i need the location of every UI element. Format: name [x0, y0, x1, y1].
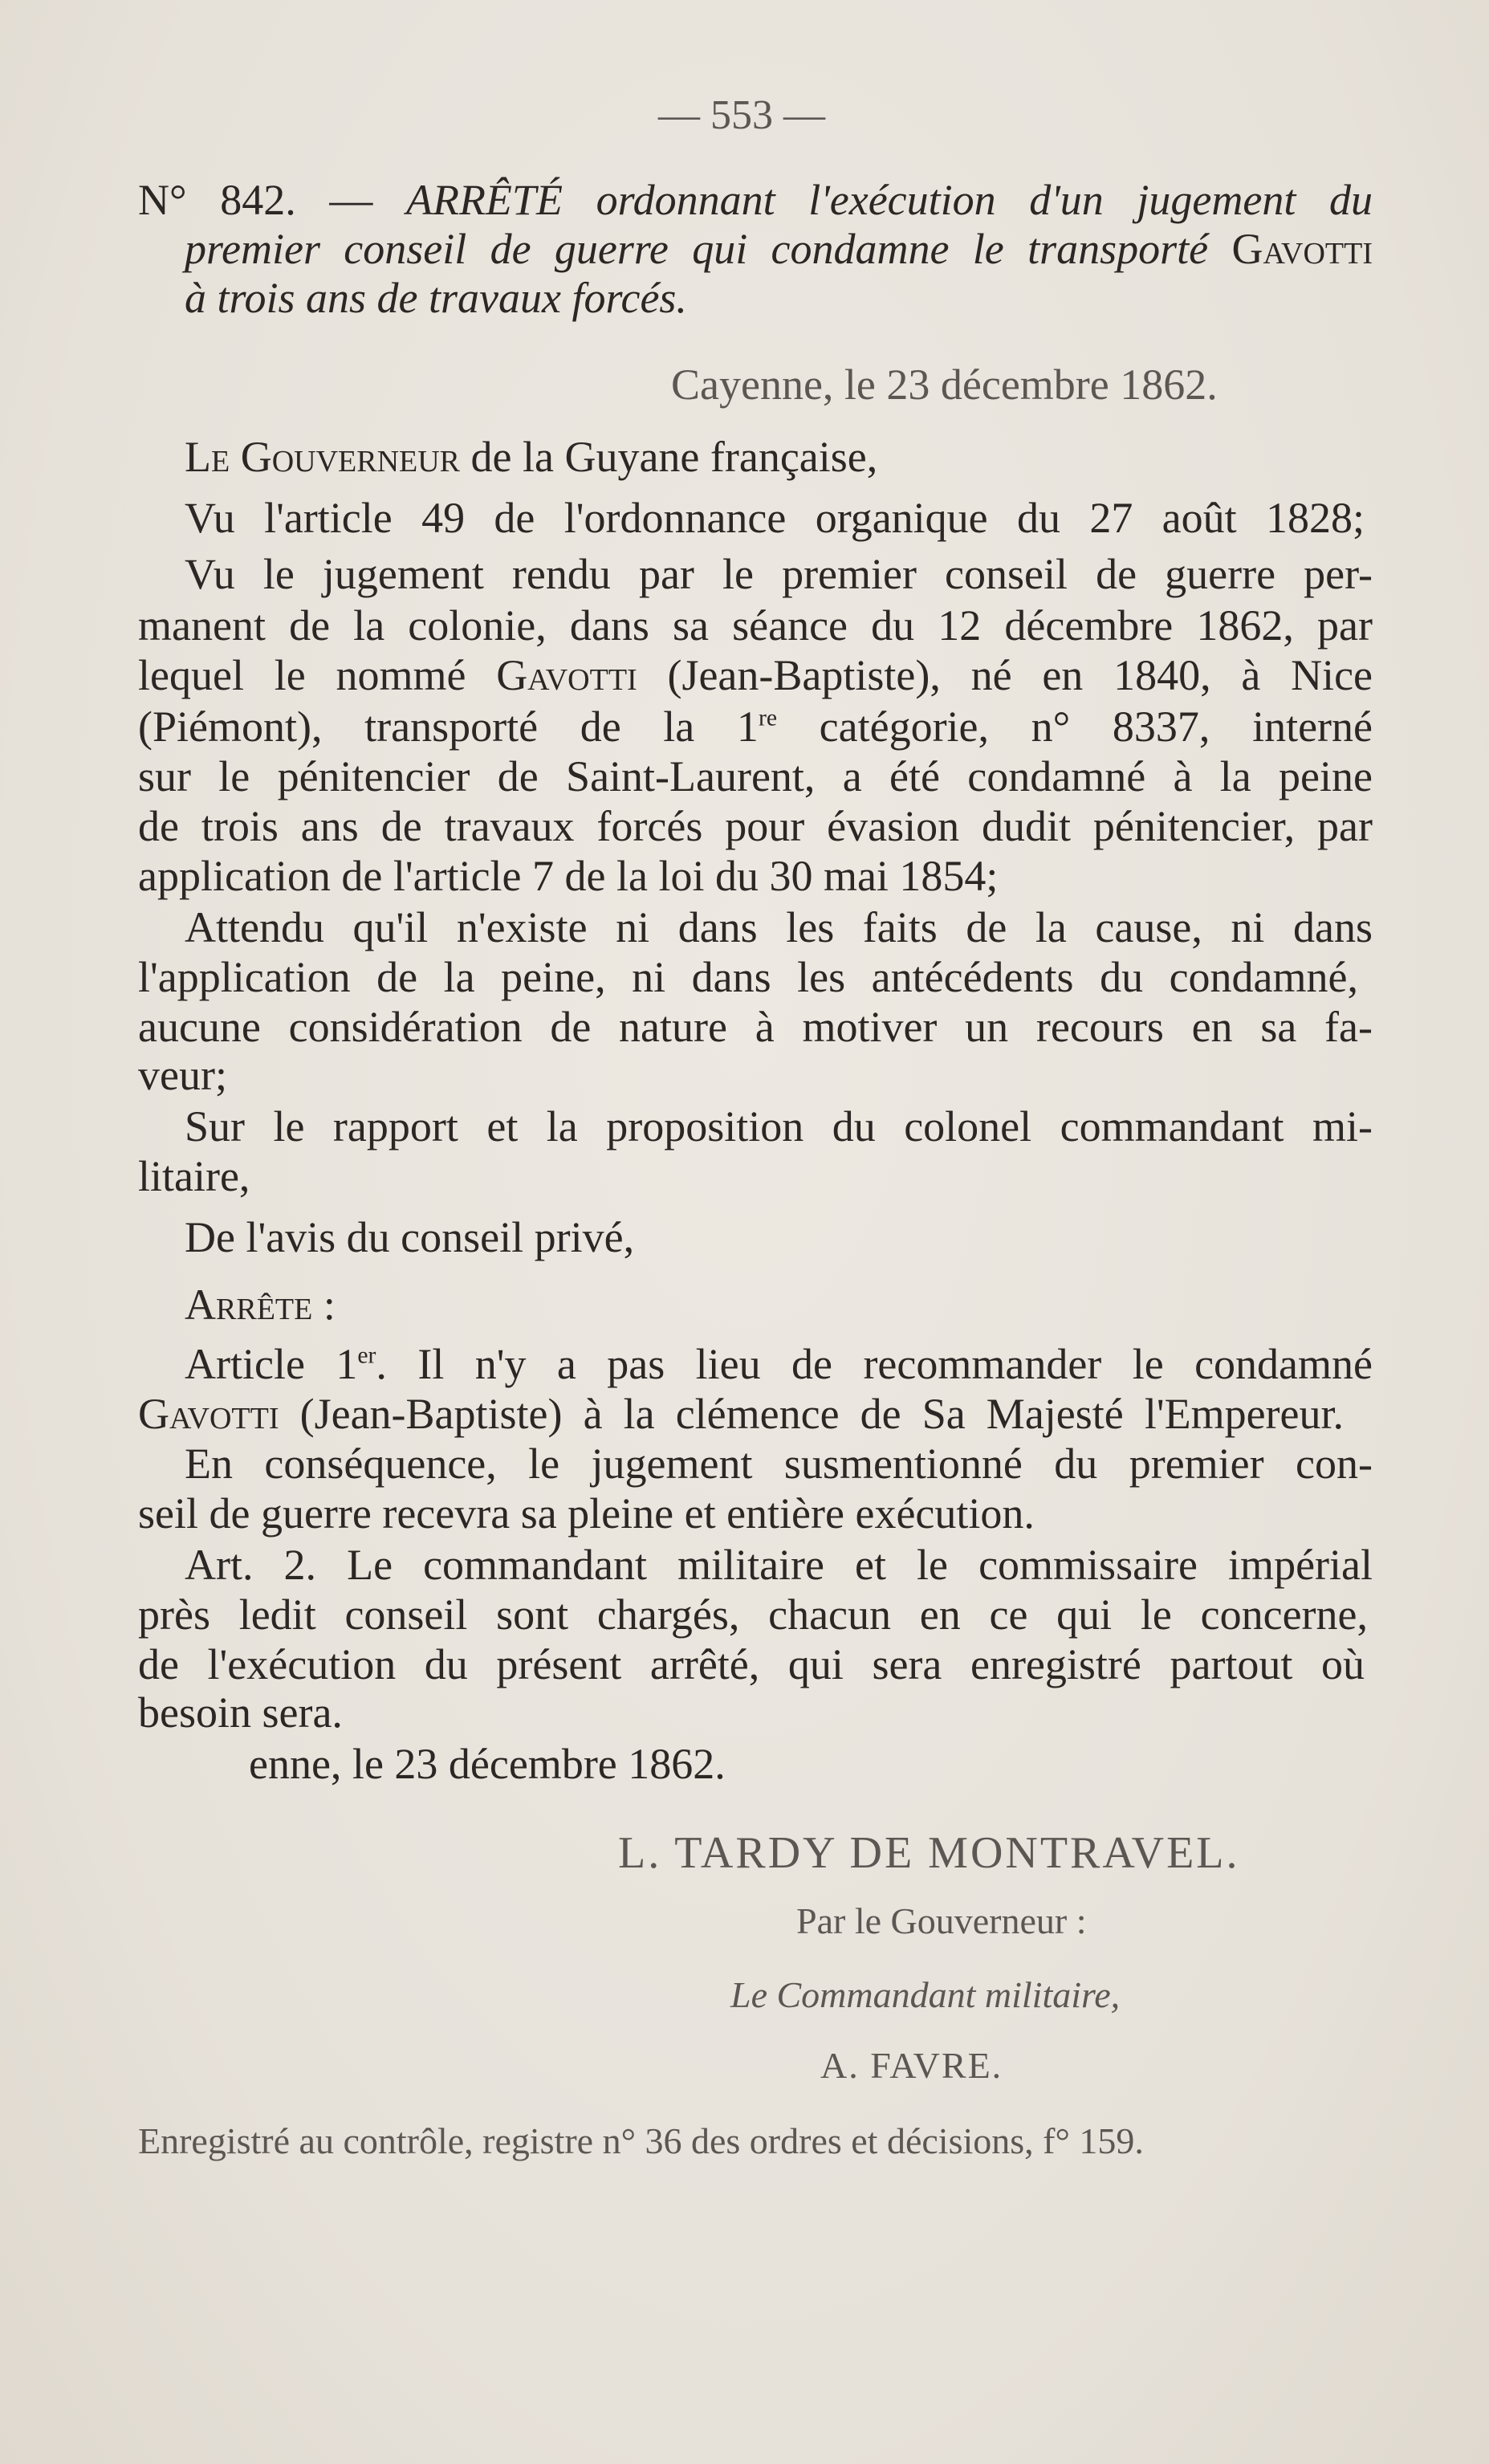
superscript: er [357, 1342, 376, 1369]
article-2-line-3: de l'exécution du présent arrêté, qui sera enregistré partout où [138, 1640, 1365, 1688]
text-span: (Piémont), transporté de la 1 [138, 703, 759, 751]
arrete-heading: Arrête : [185, 1281, 336, 1329]
par-le-gouverneur: Par le Gouverneur : [796, 1900, 1087, 1941]
vu-article-line: Vu l'article 49 de l'ordonnance organique du 27 août 1828; [185, 494, 1365, 542]
text-span: . Il n'y a pas lieu de recommander le condamné [376, 1340, 1373, 1388]
article-2-line-2: près ledit conseil sont chargés, chacun en ce qui le concerne, [138, 1590, 1368, 1639]
heading-line-3: à trois ans de travaux forcés. [185, 274, 687, 322]
vu-jugement-line-5: sur le pénitencier de Saint-Laurent, a été condamné à la peine [138, 752, 1373, 800]
article-1-line-4: seil de guerre recevra sa pleine et entière exécution. [138, 1489, 1035, 1537]
text-span: Article 1 [185, 1340, 358, 1388]
closing-date: enne, le 23 décembre 1862. [249, 1740, 726, 1788]
signature-governor: L. TARDY DE MONTRAVEL. [618, 1828, 1240, 1878]
text-span: (Jean-Baptiste), né en 1840, à Nice [637, 651, 1373, 699]
vu-jugement-line-6: de trois ans de travaux forcés pour évasion dudit pénitencier, par [138, 802, 1373, 850]
page-number: — 553 — [658, 92, 825, 138]
article-1-line-2 [138, 1392, 1344, 1436]
article-1-line-1 [185, 1342, 1373, 1386]
heading-text-1: ordonnant l'exécution d'un jugement du [562, 176, 1373, 224]
vu-jugement-line-3 [138, 651, 1373, 699]
avis-line: De l'avis du conseil privé, [185, 1213, 635, 1261]
text-span: catégorie, n° 8337, interné [777, 703, 1373, 751]
place-date: Cayenne, le 23 décembre 1862. [671, 360, 1218, 409]
heading-line-1 [138, 178, 1373, 222]
article-2-line-4: besoin sera. [138, 1688, 343, 1737]
convict-name: Gavotti [138, 1390, 279, 1438]
attendu-line-2: l'application de la peine, ni dans les antécédents du condamné, [138, 953, 1358, 1001]
attendu-line-1: Attendu qu'il n'existe ni dans les faits de la cause, ni dans [185, 903, 1373, 951]
text-span: lequel le nommé [138, 651, 497, 699]
article-1-line-3: En conséquence, le jugement susmentionné du premier con- [185, 1440, 1373, 1488]
convict-name: Gavotti [496, 651, 637, 699]
registration-note: Enregistré au contrôle, registre n° 36 des ordres et décisions, f° 159. [138, 2120, 1144, 2161]
governor-rest: de la Guyane française, [460, 433, 878, 481]
signature-favre: A. FAVRE. [820, 2045, 1003, 2086]
vu-jugement-line-1: Vu le jugement rendu par le premier conseil de guerre per- [185, 550, 1373, 598]
vu-jugement-line-2: manent de la colonie, dans sa séance du 12 décembre 1862, par [138, 601, 1373, 650]
superscript: re [758, 705, 778, 731]
vu-jugement-line-7: application de l'article 7 de la loi du 30 mai 1854; [138, 852, 999, 900]
governor-line [185, 435, 877, 479]
sur-rapport-line-1: Sur le rapport et la proposition du colonel commandant mi- [185, 1102, 1373, 1151]
decree-title: ARRÊTÉ [405, 176, 563, 224]
heading-text-2: premier conseil de guerre qui condamne le transporté [185, 225, 1232, 273]
attendu-line-4: veur; [138, 1051, 227, 1099]
heading-line-2 [185, 227, 1373, 271]
article-2-line-1: Art. 2. Le commandant militaire et le commissaire impérial [185, 1541, 1373, 1589]
commandant-militaire: Le Commandant militaire, [730, 1974, 1121, 2015]
attendu-line-3: aucune considération de nature à motiver un recours en sa fa- [138, 1003, 1373, 1051]
sur-rapport-line-2: litaire, [138, 1152, 250, 1200]
text-span: (Jean-Baptiste) à la clémence de Sa Majesté l'Empereur. [279, 1390, 1344, 1438]
decree-number: N° 842. — [138, 176, 406, 224]
governor-title: Le Gouverneur [185, 433, 461, 481]
convict-name: Gavotti [1231, 225, 1373, 273]
vu-jugement-line-4 [138, 703, 1373, 751]
